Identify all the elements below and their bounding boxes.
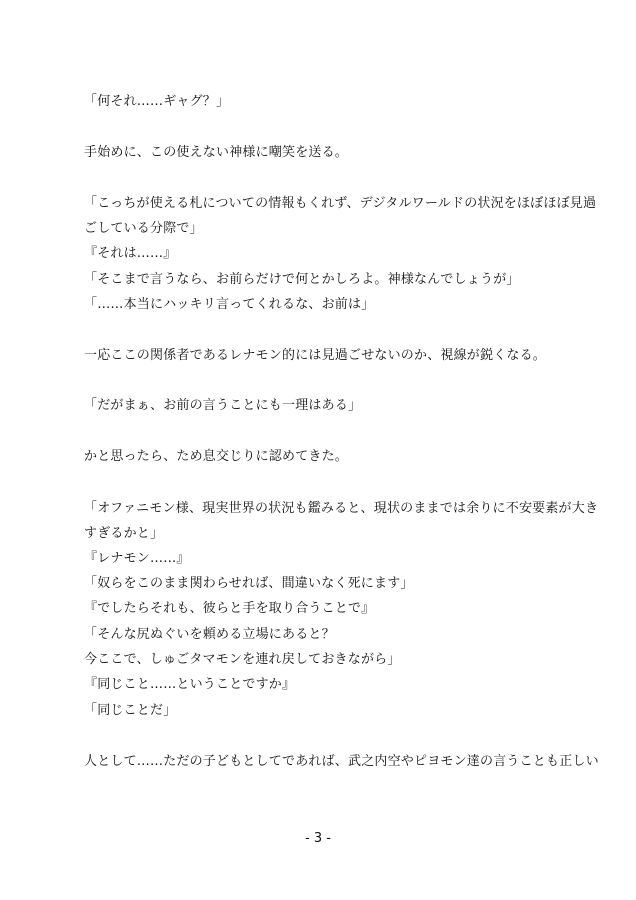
text-line: 「そんな尻ぬぐいを頼める立場にあると？ (84, 627, 335, 642)
page-number: - 3 - (305, 831, 331, 846)
text-line: 人として……ただの子どもとしてであれば、武之内空やピヨモン達の言うことも正しい (84, 754, 599, 769)
text-line: 「奴らをこのまま関わらせれば、間違いなく死にます」 (84, 576, 414, 591)
text-line: かと思ったら、ため息交じりに認めてきた。 (84, 449, 349, 464)
text-line: 「……本当にハッキリ言ってくれるな、お前は」 (84, 297, 375, 312)
text-line: 今ここで、しゅごタマモンを連れ戻しておきながら」 (84, 652, 401, 667)
text-line: 『それは……』 (84, 246, 177, 261)
text-line: 『でしたらそれも、彼らと手を取り合うことで』 (84, 601, 375, 616)
text-line: 「オファニモン様、現実世界の状況も鑑みると、現状のままでは余りに不安要素が大き (84, 501, 599, 516)
text-line: 一応ここの関係者であるレナモン的には見過ごせないのか、視線が鋭くなる。 (84, 348, 547, 363)
text-line: すぎるかと」 (84, 526, 164, 541)
text-line: 『レナモン……』 (84, 551, 190, 566)
text-line: ごしている分際で」 (84, 221, 203, 236)
text-line: 「だがまぁ、お前の言うことにも一理はある」 (84, 398, 362, 413)
text-line: 「そこまで言うなら、お前らだけで何とかしろよ。神様なんでしょうが」 (84, 272, 520, 287)
text-line: 「同じことだ」 (84, 703, 177, 718)
text-line: 手始めに、この使えない神様に嘲笑を送る。 (84, 145, 349, 160)
text-line: 『同じこと……ということですか』 (84, 677, 296, 692)
text-line: 「こっちが使える札についての情報もくれず、デジタルワールドの状況をほぼほぼ見過 (84, 196, 597, 211)
text-line: 「何それ……ギャグ？」 (84, 94, 230, 109)
